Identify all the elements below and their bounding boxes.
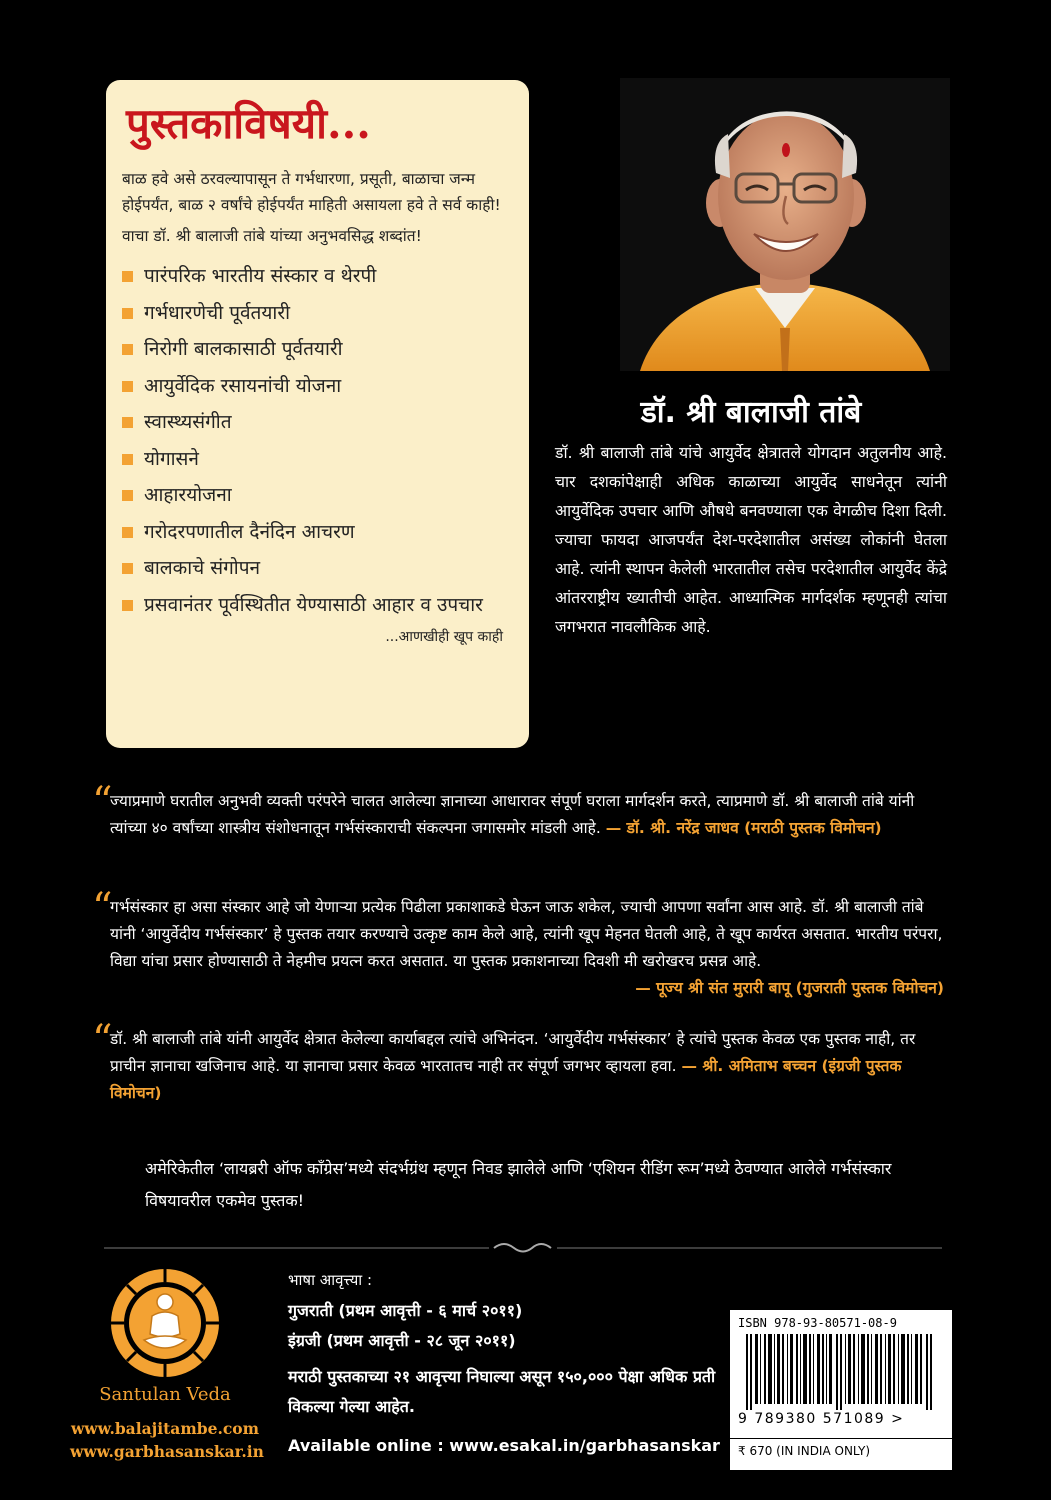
barcode-digits: 9 789380 571089 > [738, 1411, 905, 1427]
edition-english: इंग्रजी (प्रथम आवृत्ती - २८ जून २०११) [288, 1331, 516, 1350]
feature-list [122, 262, 513, 620]
editions-heading: भाषा आवृत्त्या : [288, 1271, 372, 1289]
about-title: पुस्तकाविषयी... [126, 99, 371, 148]
quote-text: डॉ. श्री बालाजी तांबे यांनी आयुर्वेद क्षेत्रात केलेल्या कार्याबद्दल त्यांचे अभिनंदन. ‘आयुर्वेदीय गर्भसंस्कार’ हे त्यांचे पुस्तक केवळ एक पुस्तक नाही, तर प्राचीन ज्ञानाचा खजिनाच आहे. या ज्ञानाचा प्रसार केवळ भारतातच नाही तर संपूर्ण जगभर व्हायला हवा. [110, 1030, 916, 1075]
square-bullet-icon [122, 381, 133, 392]
ornament-icon [494, 1244, 551, 1252]
square-bullet-icon [122, 527, 133, 538]
barcode-icon [740, 1334, 942, 1410]
list-item: योगासने [122, 445, 513, 474]
quote-author: — पूज्य श्री संत मुरारी बापू (गुजराती पुस्तक विमोचन) [635, 979, 944, 997]
and-more-text: ...आणखीही खूप काही [385, 629, 503, 645]
square-bullet-icon [122, 490, 133, 501]
price-label: ₹ 670 (IN INDIA ONLY) [730, 1438, 952, 1458]
website-link-balajitambe[interactable]: www.balajitambe.com [70, 1419, 260, 1438]
publisher-name: Santulan Veda [99, 1384, 231, 1405]
quote-author: — श्री. अमिताभ बच्चन (इंग्रजी पुस्तक विमोचन) [110, 1057, 902, 1102]
quote-text: ज्याप्रमाणे घरातील अनुभवी व्यक्ती परंपरेने चालत आलेल्या ज्ञानाच्या आधारावर संपूर्ण घराला मार्गदर्शन करते, त्याप्रमाणे डॉ. श्री बालाजी तांबे यांनी त्यांच्या ४० वर्षांच्या शास्त्रीय संशोधनातून गर्भसंस्काराची संकल्पना जगासमोर मांडली आहे. [110, 792, 915, 837]
quote-mark-icon: “ [92, 1017, 113, 1063]
about-intro: बाळ हवे असे ठरवल्यापासून ते गर्भधारणा, प्रसूती, बाळाचा जन्म होईपर्यंत, बाळ २ वर्षांचे होईपर्यंत माहिती असायला हवे ते सर्व काही! [122, 170, 501, 214]
list-item: गरोदरपणातील दैनंदिन आचरण [122, 518, 513, 547]
list-item: पारंपरिक भारतीय संस्कार व थेरपी [122, 262, 513, 291]
about-book-panel [106, 80, 529, 748]
list-item: बालकाचे संगोपन [122, 554, 513, 583]
website-link-garbhasanskar[interactable]: www.garbhasanskar.in [70, 1442, 264, 1461]
square-bullet-icon [122, 271, 133, 282]
author-bio: डॉ. श्री बालाजी तांबे यांचे आयुर्वेद क्षेत्रातले योगदान अतुलनीय आहे. चार दशकांपेक्षाही अधिक काळाच्या आयुर्वेद साधनेतून त्यांनी आयुर्वेदिक उपचार आणि औषधे बनवण्याला एक वेगळीच दिशा दिली. ज्याचा फायदा आजपर्यंत देश-परदेशातील असंख्य लोकांनी घेतला आहे. त्यांनी स्थापन केलेली भारतातील तसेच परदेशातील आयुर्वेद केंद्रे आंतरराष्ट्रीय ख्यातीची आहेत. आध्यात्मिक मार्गदर्शक म्हणूनही त्यांचा जगभरात नावलौकिक आहे. [555, 443, 947, 636]
santulan-veda-logo-icon [110, 1268, 220, 1378]
quote-mark-icon: “ [92, 779, 113, 825]
quote-text: गर्भसंस्कार हा असा संस्कार आहे जो येणाऱ्या प्रत्येक पिढीला प्रकाशाकडे घेऊन जाऊ शकेल, ज्याची आपणा सर्वांना आस आहे. डॉ. श्री बालाजी तांबे यांनी ‘आयुर्वेदीय गर्भसंस्कार’ हे पुस्तक तयार करण्याचे उत्कृष्ट काम केले आहे, त्यांनी खूप मेहनत घेतली आहे, ते खूप कार्यरत असतात. भारतीय परंपरा, विद्या यांचा प्रसार होण्यासाठी ते नेहमीच प्रयत्न करत असतात. या पुस्तक प्रकाशनाच्या दिवशी मी खरोखरच प्रसन्न आहे. [110, 898, 943, 970]
square-bullet-icon [122, 454, 133, 465]
list-item: स्वास्थ्यसंगीत [122, 408, 513, 437]
square-bullet-icon [122, 308, 133, 319]
list-item: आहारयोजना [122, 481, 513, 510]
square-bullet-icon [122, 417, 133, 428]
list-item: गर्भधारणेची पूर्वतयारी [122, 299, 513, 328]
isbn-number: ISBN 978-93-80571-08-9 [738, 1316, 897, 1330]
author-photo [620, 78, 950, 371]
quote-author: — डॉ. श्री. नरेंद्र जाधव (मराठी पुस्तक विमोचन) [605, 819, 882, 837]
square-bullet-icon [122, 563, 133, 574]
list-item: निरोगी बालकासाठी पूर्वतयारी [122, 335, 513, 364]
marathi-edition-count: मराठी पुस्तकाच्या २१ आवृत्त्या निघाल्या असून १५०,००० पेक्षा अधिक प्रती विकल्या गेल्या आहेत. [288, 1367, 716, 1416]
square-bullet-icon [122, 344, 133, 355]
publisher-block [70, 1268, 264, 1463]
edition-gujarati: गुजराती (प्रथम आवृत्ती - ६ मार्च २०११) [288, 1301, 523, 1320]
list-item: आयुर्वेदिक रसायनांची योजना [122, 372, 513, 401]
square-bullet-icon [122, 600, 133, 611]
list-item: प्रसवानंतर पूर्वस्थितीत येण्यासाठी आहार व उपचार [122, 591, 513, 620]
isbn-barcode-panel [730, 1310, 952, 1470]
quote-mark-icon: “ [92, 885, 113, 931]
testimonial-quote [92, 779, 952, 842]
testimonial-quote [92, 885, 952, 1002]
author-name: डॉ. श्री बालाजी तांबे [640, 395, 862, 430]
testimonial-quote [92, 1017, 952, 1107]
library-of-congress-note: अमेरिकेतील ‘लायब्ररी ऑफ काँग्रेस’मध्ये संदर्भग्रंथ म्हणून निवड झालेले आणि ‘एशियन रीडिंग रूम’मध्ये ठेवण्यात आलेले गर्भसंस्कार विषयावरील एकमेव पुस्तक! [145, 1159, 892, 1210]
available-online-link[interactable]: Available online : www.esakal.in/garbhasanskar [288, 1436, 720, 1455]
about-intro-read: वाचा डॉ. श्री बालाजी तांबे यांच्या अनुभवसिद्ध शब्दांत! [122, 227, 422, 245]
language-editions [288, 1270, 728, 1422]
author-portrait-image [620, 78, 950, 371]
ornamental-divider [104, 1242, 942, 1254]
